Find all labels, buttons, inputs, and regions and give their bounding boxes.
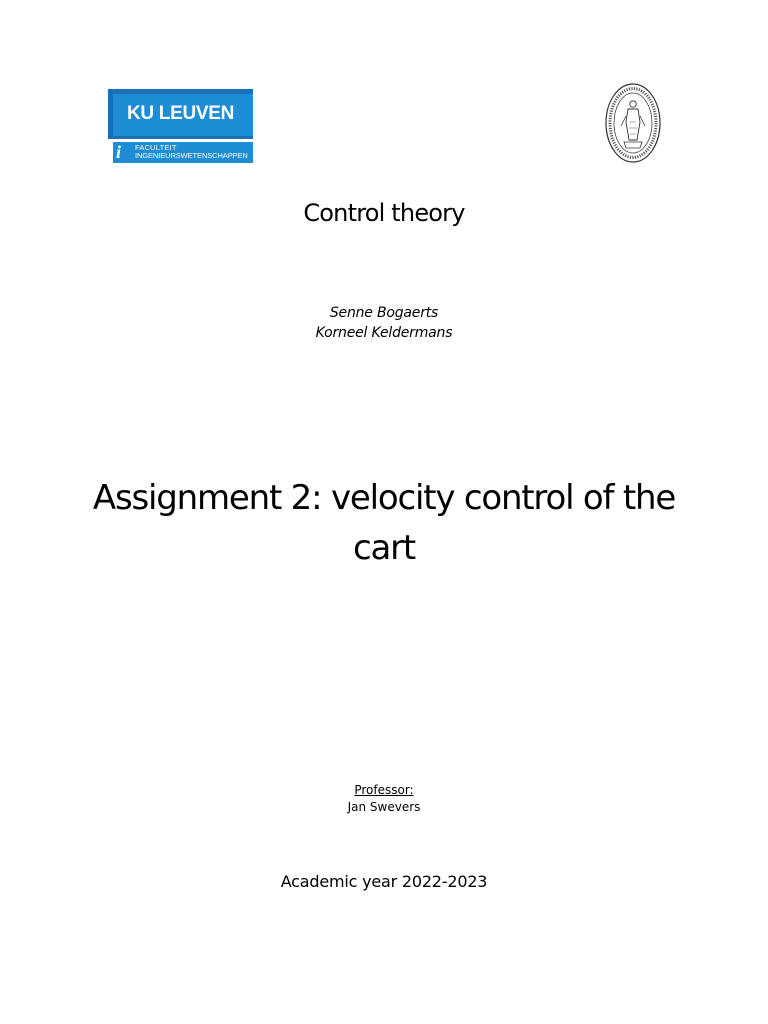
faculty-mark-icon: i — [116, 142, 122, 162]
professor-label: Professor: — [354, 783, 414, 797]
ku-leuven-logo — [108, 89, 253, 163]
logo-top-block — [108, 89, 253, 139]
course-subject: Control theory — [303, 199, 465, 227]
author-name: Senne Bogaerts — [329, 305, 439, 321]
title-line-2: cart — [352, 528, 416, 568]
faculty-line-1: FACULTEIT — [135, 143, 177, 152]
professor-name: Jan Swevers — [347, 800, 421, 814]
academic-year: Academic year 2022-2023 — [280, 872, 488, 891]
author-name: Korneel Keldermans — [315, 325, 453, 341]
faculty-line-2: INGENIEURSWETENSCHAPPEN — [135, 151, 248, 160]
university-seal-icon — [604, 82, 662, 164]
title-line-1: Assignment 2: velocity control of the — [92, 478, 676, 518]
logo-faculty-block — [113, 142, 253, 163]
logo-name: KU LEUVEN — [126, 103, 235, 124]
document-title — [0, 473, 768, 573]
